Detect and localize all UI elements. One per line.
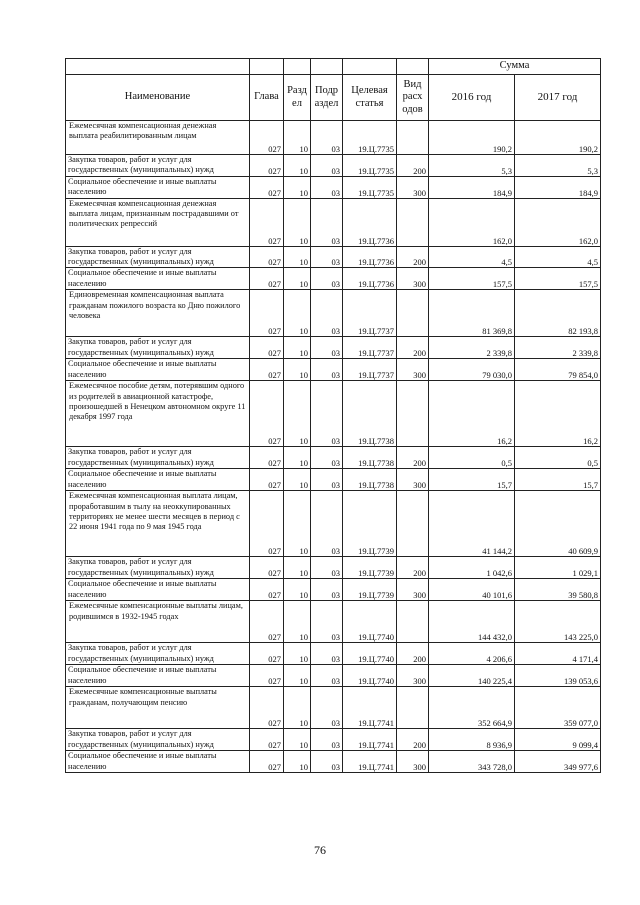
table-row bbox=[66, 579, 601, 601]
row-glava: 027 bbox=[250, 447, 284, 469]
row-statya: 19.Ц.7739 bbox=[343, 579, 397, 601]
row-glava: 027 bbox=[250, 246, 284, 268]
row-podrazdel: 03 bbox=[311, 579, 343, 601]
row-name: Закупка товаров, работ и услуг для государственных (муниципальных) нужд bbox=[66, 337, 250, 359]
header-podrazdel: Подр аздел bbox=[311, 75, 343, 121]
table-row bbox=[66, 751, 601, 773]
row-razdel: 10 bbox=[284, 665, 311, 687]
header-vid: Вид расх одов bbox=[397, 75, 429, 121]
row-name: Ежемесячное пособие детям, потерявшим одного из родителей в авиационной катастрофе, произошедшей в Ненецком автономном округе 11 декабря 1997 года bbox=[66, 381, 250, 447]
row-name: Социальное обеспечение и иные выплаты населению bbox=[66, 579, 250, 601]
row-razdel: 10 bbox=[284, 359, 311, 381]
header-2017: 2017 год bbox=[515, 75, 601, 121]
table-body bbox=[66, 121, 601, 773]
row-podrazdel: 03 bbox=[311, 121, 343, 155]
row-glava: 027 bbox=[250, 337, 284, 359]
row-glava: 027 bbox=[250, 729, 284, 751]
table-row bbox=[66, 337, 601, 359]
row-name: Ежемесячная компенсационная денежная выплата реабилитированным лицам bbox=[66, 121, 250, 155]
row-statya: 19.Ц.7738 bbox=[343, 381, 397, 447]
row-sum-2016: 157,5 bbox=[429, 268, 515, 290]
header-name: Наименование bbox=[66, 75, 250, 121]
row-name: Ежемесячные компенсационные выплаты лицам, родившимся в 1932-1945 годах bbox=[66, 601, 250, 643]
row-sum-2017: 184,9 bbox=[515, 177, 601, 199]
row-statya: 19.Ц.7736 bbox=[343, 198, 397, 246]
table-row bbox=[66, 359, 601, 381]
row-sum-2016: 79 030,0 bbox=[429, 359, 515, 381]
row-glava: 027 bbox=[250, 751, 284, 773]
table-row bbox=[66, 601, 601, 643]
row-vid: 300 bbox=[397, 751, 429, 773]
row-glava: 027 bbox=[250, 469, 284, 491]
row-podrazdel: 03 bbox=[311, 381, 343, 447]
row-glava: 027 bbox=[250, 665, 284, 687]
row-sum-2016: 190,2 bbox=[429, 121, 515, 155]
row-name: Закупка товаров, работ и услуг для государственных (муниципальных) нужд bbox=[66, 729, 250, 751]
row-razdel: 10 bbox=[284, 557, 311, 579]
row-glava: 027 bbox=[250, 579, 284, 601]
row-sum-2017: 16,2 bbox=[515, 381, 601, 447]
row-podrazdel: 03 bbox=[311, 557, 343, 579]
header-spacer-vid bbox=[397, 59, 429, 75]
row-statya: 19.Ц.7738 bbox=[343, 469, 397, 491]
row-podrazdel: 03 bbox=[311, 643, 343, 665]
row-razdel: 10 bbox=[284, 198, 311, 246]
header-spacer-statya bbox=[343, 59, 397, 75]
row-name: Социальное обеспечение и иные выплаты населению bbox=[66, 751, 250, 773]
row-sum-2017: 0,5 bbox=[515, 447, 601, 469]
row-podrazdel: 03 bbox=[311, 198, 343, 246]
table-row bbox=[66, 290, 601, 337]
header-spacer-name bbox=[66, 59, 250, 75]
table-row bbox=[66, 177, 601, 199]
row-statya: 19.Ц.7737 bbox=[343, 359, 397, 381]
row-sum-2017: 157,5 bbox=[515, 268, 601, 290]
row-name: Закупка товаров, работ и услуг для государственных (муниципальных) нужд bbox=[66, 447, 250, 469]
row-glava: 027 bbox=[250, 198, 284, 246]
row-vid bbox=[397, 121, 429, 155]
row-glava: 027 bbox=[250, 359, 284, 381]
header-2016: 2016 год bbox=[429, 75, 515, 121]
row-podrazdel: 03 bbox=[311, 469, 343, 491]
row-sum-2017: 349 977,6 bbox=[515, 751, 601, 773]
row-name: Закупка товаров, работ и услуг для государственных (муниципальных) нужд bbox=[66, 246, 250, 268]
row-razdel: 10 bbox=[284, 469, 311, 491]
table-row bbox=[66, 447, 601, 469]
table-row bbox=[66, 381, 601, 447]
row-razdel: 10 bbox=[284, 491, 311, 557]
row-statya: 19.Ц.7740 bbox=[343, 601, 397, 643]
row-razdel: 10 bbox=[284, 579, 311, 601]
row-razdel: 10 bbox=[284, 729, 311, 751]
header-glava: Глава bbox=[250, 75, 284, 121]
row-podrazdel: 03 bbox=[311, 729, 343, 751]
row-glava: 027 bbox=[250, 687, 284, 729]
row-podrazdel: 03 bbox=[311, 155, 343, 177]
row-statya: 19.Ц.7741 bbox=[343, 729, 397, 751]
row-vid: 300 bbox=[397, 268, 429, 290]
row-sum-2017: 82 193,8 bbox=[515, 290, 601, 337]
row-statya: 19.Ц.7741 bbox=[343, 687, 397, 729]
row-statya: 19.Ц.7736 bbox=[343, 246, 397, 268]
header-row-top bbox=[66, 59, 601, 75]
row-sum-2016: 162,0 bbox=[429, 198, 515, 246]
row-razdel: 10 bbox=[284, 381, 311, 447]
row-statya: 19.Ц.7735 bbox=[343, 177, 397, 199]
header-summa: Сумма bbox=[429, 59, 601, 75]
row-vid: 300 bbox=[397, 469, 429, 491]
row-name: Ежемесячные компенсационные выплаты гражданам, получающим пенсию bbox=[66, 687, 250, 729]
row-statya: 19.Ц.7735 bbox=[343, 121, 397, 155]
row-vid: 200 bbox=[397, 557, 429, 579]
row-sum-2016: 16,2 bbox=[429, 381, 515, 447]
row-razdel: 10 bbox=[284, 687, 311, 729]
row-sum-2017: 1 029,1 bbox=[515, 557, 601, 579]
row-vid bbox=[397, 491, 429, 557]
row-razdel: 10 bbox=[284, 290, 311, 337]
table-row bbox=[66, 687, 601, 729]
row-statya: 19.Ц.7741 bbox=[343, 751, 397, 773]
row-podrazdel: 03 bbox=[311, 268, 343, 290]
table-row bbox=[66, 268, 601, 290]
row-podrazdel: 03 bbox=[311, 359, 343, 381]
row-sum-2017: 139 053,6 bbox=[515, 665, 601, 687]
row-statya: 19.Ц.7740 bbox=[343, 643, 397, 665]
row-sum-2017: 2 339,8 bbox=[515, 337, 601, 359]
row-podrazdel: 03 bbox=[311, 491, 343, 557]
row-vid bbox=[397, 601, 429, 643]
row-vid: 300 bbox=[397, 177, 429, 199]
row-razdel: 10 bbox=[284, 268, 311, 290]
row-razdel: 10 bbox=[284, 246, 311, 268]
row-vid: 300 bbox=[397, 359, 429, 381]
header-row bbox=[66, 75, 601, 121]
table-row bbox=[66, 469, 601, 491]
table-row bbox=[66, 121, 601, 155]
row-razdel: 10 bbox=[284, 155, 311, 177]
row-vid: 300 bbox=[397, 665, 429, 687]
row-vid: 200 bbox=[397, 155, 429, 177]
row-sum-2016: 343 728,0 bbox=[429, 751, 515, 773]
table-row bbox=[66, 729, 601, 751]
table-row bbox=[66, 155, 601, 177]
header-spacer-glava bbox=[250, 59, 284, 75]
row-podrazdel: 03 bbox=[311, 290, 343, 337]
row-name: Социальное обеспечение и иные выплаты населению bbox=[66, 359, 250, 381]
row-name: Закупка товаров, работ и услуг для государственных (муниципальных) нужд bbox=[66, 643, 250, 665]
table-row bbox=[66, 198, 601, 246]
row-sum-2016: 1 042,6 bbox=[429, 557, 515, 579]
row-name: Социальное обеспечение и иные выплаты населению bbox=[66, 177, 250, 199]
row-statya: 19.Ц.7739 bbox=[343, 557, 397, 579]
row-vid: 200 bbox=[397, 246, 429, 268]
row-glava: 027 bbox=[250, 290, 284, 337]
row-sum-2017: 190,2 bbox=[515, 121, 601, 155]
budget-table bbox=[65, 58, 601, 773]
row-statya: 19.Ц.7740 bbox=[343, 665, 397, 687]
row-sum-2017: 4,5 bbox=[515, 246, 601, 268]
row-podrazdel: 03 bbox=[311, 246, 343, 268]
row-sum-2016: 352 664,9 bbox=[429, 687, 515, 729]
row-glava: 027 bbox=[250, 491, 284, 557]
row-razdel: 10 bbox=[284, 447, 311, 469]
row-sum-2017: 39 580,8 bbox=[515, 579, 601, 601]
row-sum-2016: 81 369,8 bbox=[429, 290, 515, 337]
header-spacer-podrazdel bbox=[311, 59, 343, 75]
row-vid bbox=[397, 381, 429, 447]
row-vid: 200 bbox=[397, 729, 429, 751]
row-sum-2016: 4 206,6 bbox=[429, 643, 515, 665]
row-glava: 027 bbox=[250, 121, 284, 155]
row-razdel: 10 bbox=[284, 177, 311, 199]
row-glava: 027 bbox=[250, 268, 284, 290]
row-razdel: 10 bbox=[284, 643, 311, 665]
row-vid bbox=[397, 687, 429, 729]
row-vid bbox=[397, 290, 429, 337]
row-sum-2016: 2 339,8 bbox=[429, 337, 515, 359]
row-sum-2016: 40 101,6 bbox=[429, 579, 515, 601]
row-razdel: 10 bbox=[284, 337, 311, 359]
row-vid: 200 bbox=[397, 337, 429, 359]
row-sum-2017: 15,7 bbox=[515, 469, 601, 491]
row-sum-2017: 9 099,4 bbox=[515, 729, 601, 751]
row-podrazdel: 03 bbox=[311, 177, 343, 199]
row-sum-2016: 5,3 bbox=[429, 155, 515, 177]
row-podrazdel: 03 bbox=[311, 601, 343, 643]
row-statya: 19.Ц.7735 bbox=[343, 155, 397, 177]
row-name: Социальное обеспечение и иные выплаты населению bbox=[66, 268, 250, 290]
row-name: Социальное обеспечение и иные выплаты населению bbox=[66, 469, 250, 491]
row-podrazdel: 03 bbox=[311, 751, 343, 773]
row-sum-2016: 184,9 bbox=[429, 177, 515, 199]
row-statya: 19.Ц.7738 bbox=[343, 447, 397, 469]
table-row bbox=[66, 246, 601, 268]
header-razdel: Разд ел bbox=[284, 75, 311, 121]
row-sum-2017: 5,3 bbox=[515, 155, 601, 177]
row-vid: 200 bbox=[397, 643, 429, 665]
row-sum-2017: 40 609,9 bbox=[515, 491, 601, 557]
row-name: Ежемесячная компенсационная денежная выплата лицам, признанным пострадавшими от политических репрессий bbox=[66, 198, 250, 246]
row-sum-2017: 4 171,4 bbox=[515, 643, 601, 665]
row-sum-2016: 41 144,2 bbox=[429, 491, 515, 557]
row-vid: 200 bbox=[397, 447, 429, 469]
table-row bbox=[66, 557, 601, 579]
row-sum-2016: 144 432,0 bbox=[429, 601, 515, 643]
row-name: Ежемесячная компенсационная выплата лицам, проработавшим в тылу на неоккупированных территориях не менее шести месяцев в период с 22 июня 1941 года по 9 мая 1945 года bbox=[66, 491, 250, 557]
row-statya: 19.Ц.7737 bbox=[343, 290, 397, 337]
row-glava: 027 bbox=[250, 177, 284, 199]
row-sum-2016: 0,5 bbox=[429, 447, 515, 469]
row-statya: 19.Ц.7736 bbox=[343, 268, 397, 290]
row-vid bbox=[397, 198, 429, 246]
row-sum-2016: 4,5 bbox=[429, 246, 515, 268]
row-sum-2017: 143 225,0 bbox=[515, 601, 601, 643]
row-podrazdel: 03 bbox=[311, 665, 343, 687]
page-number: 76 bbox=[314, 843, 326, 857]
row-sum-2017: 359 077,0 bbox=[515, 687, 601, 729]
row-razdel: 10 bbox=[284, 601, 311, 643]
table-row bbox=[66, 491, 601, 557]
row-razdel: 10 bbox=[284, 121, 311, 155]
row-sum-2017: 79 854,0 bbox=[515, 359, 601, 381]
table-row bbox=[66, 643, 601, 665]
row-statya: 19.Ц.7739 bbox=[343, 491, 397, 557]
row-sum-2016: 8 936,9 bbox=[429, 729, 515, 751]
row-statya: 19.Ц.7737 bbox=[343, 337, 397, 359]
row-name: Закупка товаров, работ и услуг для государственных (муниципальных) нужд bbox=[66, 155, 250, 177]
row-name: Единовременная компенсационная выплата гражданам пожилого возраста ко Дню пожилого человека bbox=[66, 290, 250, 337]
header-spacer-razdel bbox=[284, 59, 311, 75]
row-sum-2016: 140 225,4 bbox=[429, 665, 515, 687]
row-glava: 027 bbox=[250, 381, 284, 447]
row-glava: 027 bbox=[250, 557, 284, 579]
row-podrazdel: 03 bbox=[311, 447, 343, 469]
row-vid: 300 bbox=[397, 579, 429, 601]
row-podrazdel: 03 bbox=[311, 687, 343, 729]
row-glava: 027 bbox=[250, 601, 284, 643]
row-razdel: 10 bbox=[284, 751, 311, 773]
row-name: Закупка товаров, работ и услуг для государственных (муниципальных) нужд bbox=[66, 557, 250, 579]
row-glava: 027 bbox=[250, 643, 284, 665]
table-row bbox=[66, 665, 601, 687]
row-sum-2017: 162,0 bbox=[515, 198, 601, 246]
row-name: Социальное обеспечение и иные выплаты населению bbox=[66, 665, 250, 687]
row-glava: 027 bbox=[250, 155, 284, 177]
row-podrazdel: 03 bbox=[311, 337, 343, 359]
header-statya: Целевая статья bbox=[343, 75, 397, 121]
row-sum-2016: 15,7 bbox=[429, 469, 515, 491]
